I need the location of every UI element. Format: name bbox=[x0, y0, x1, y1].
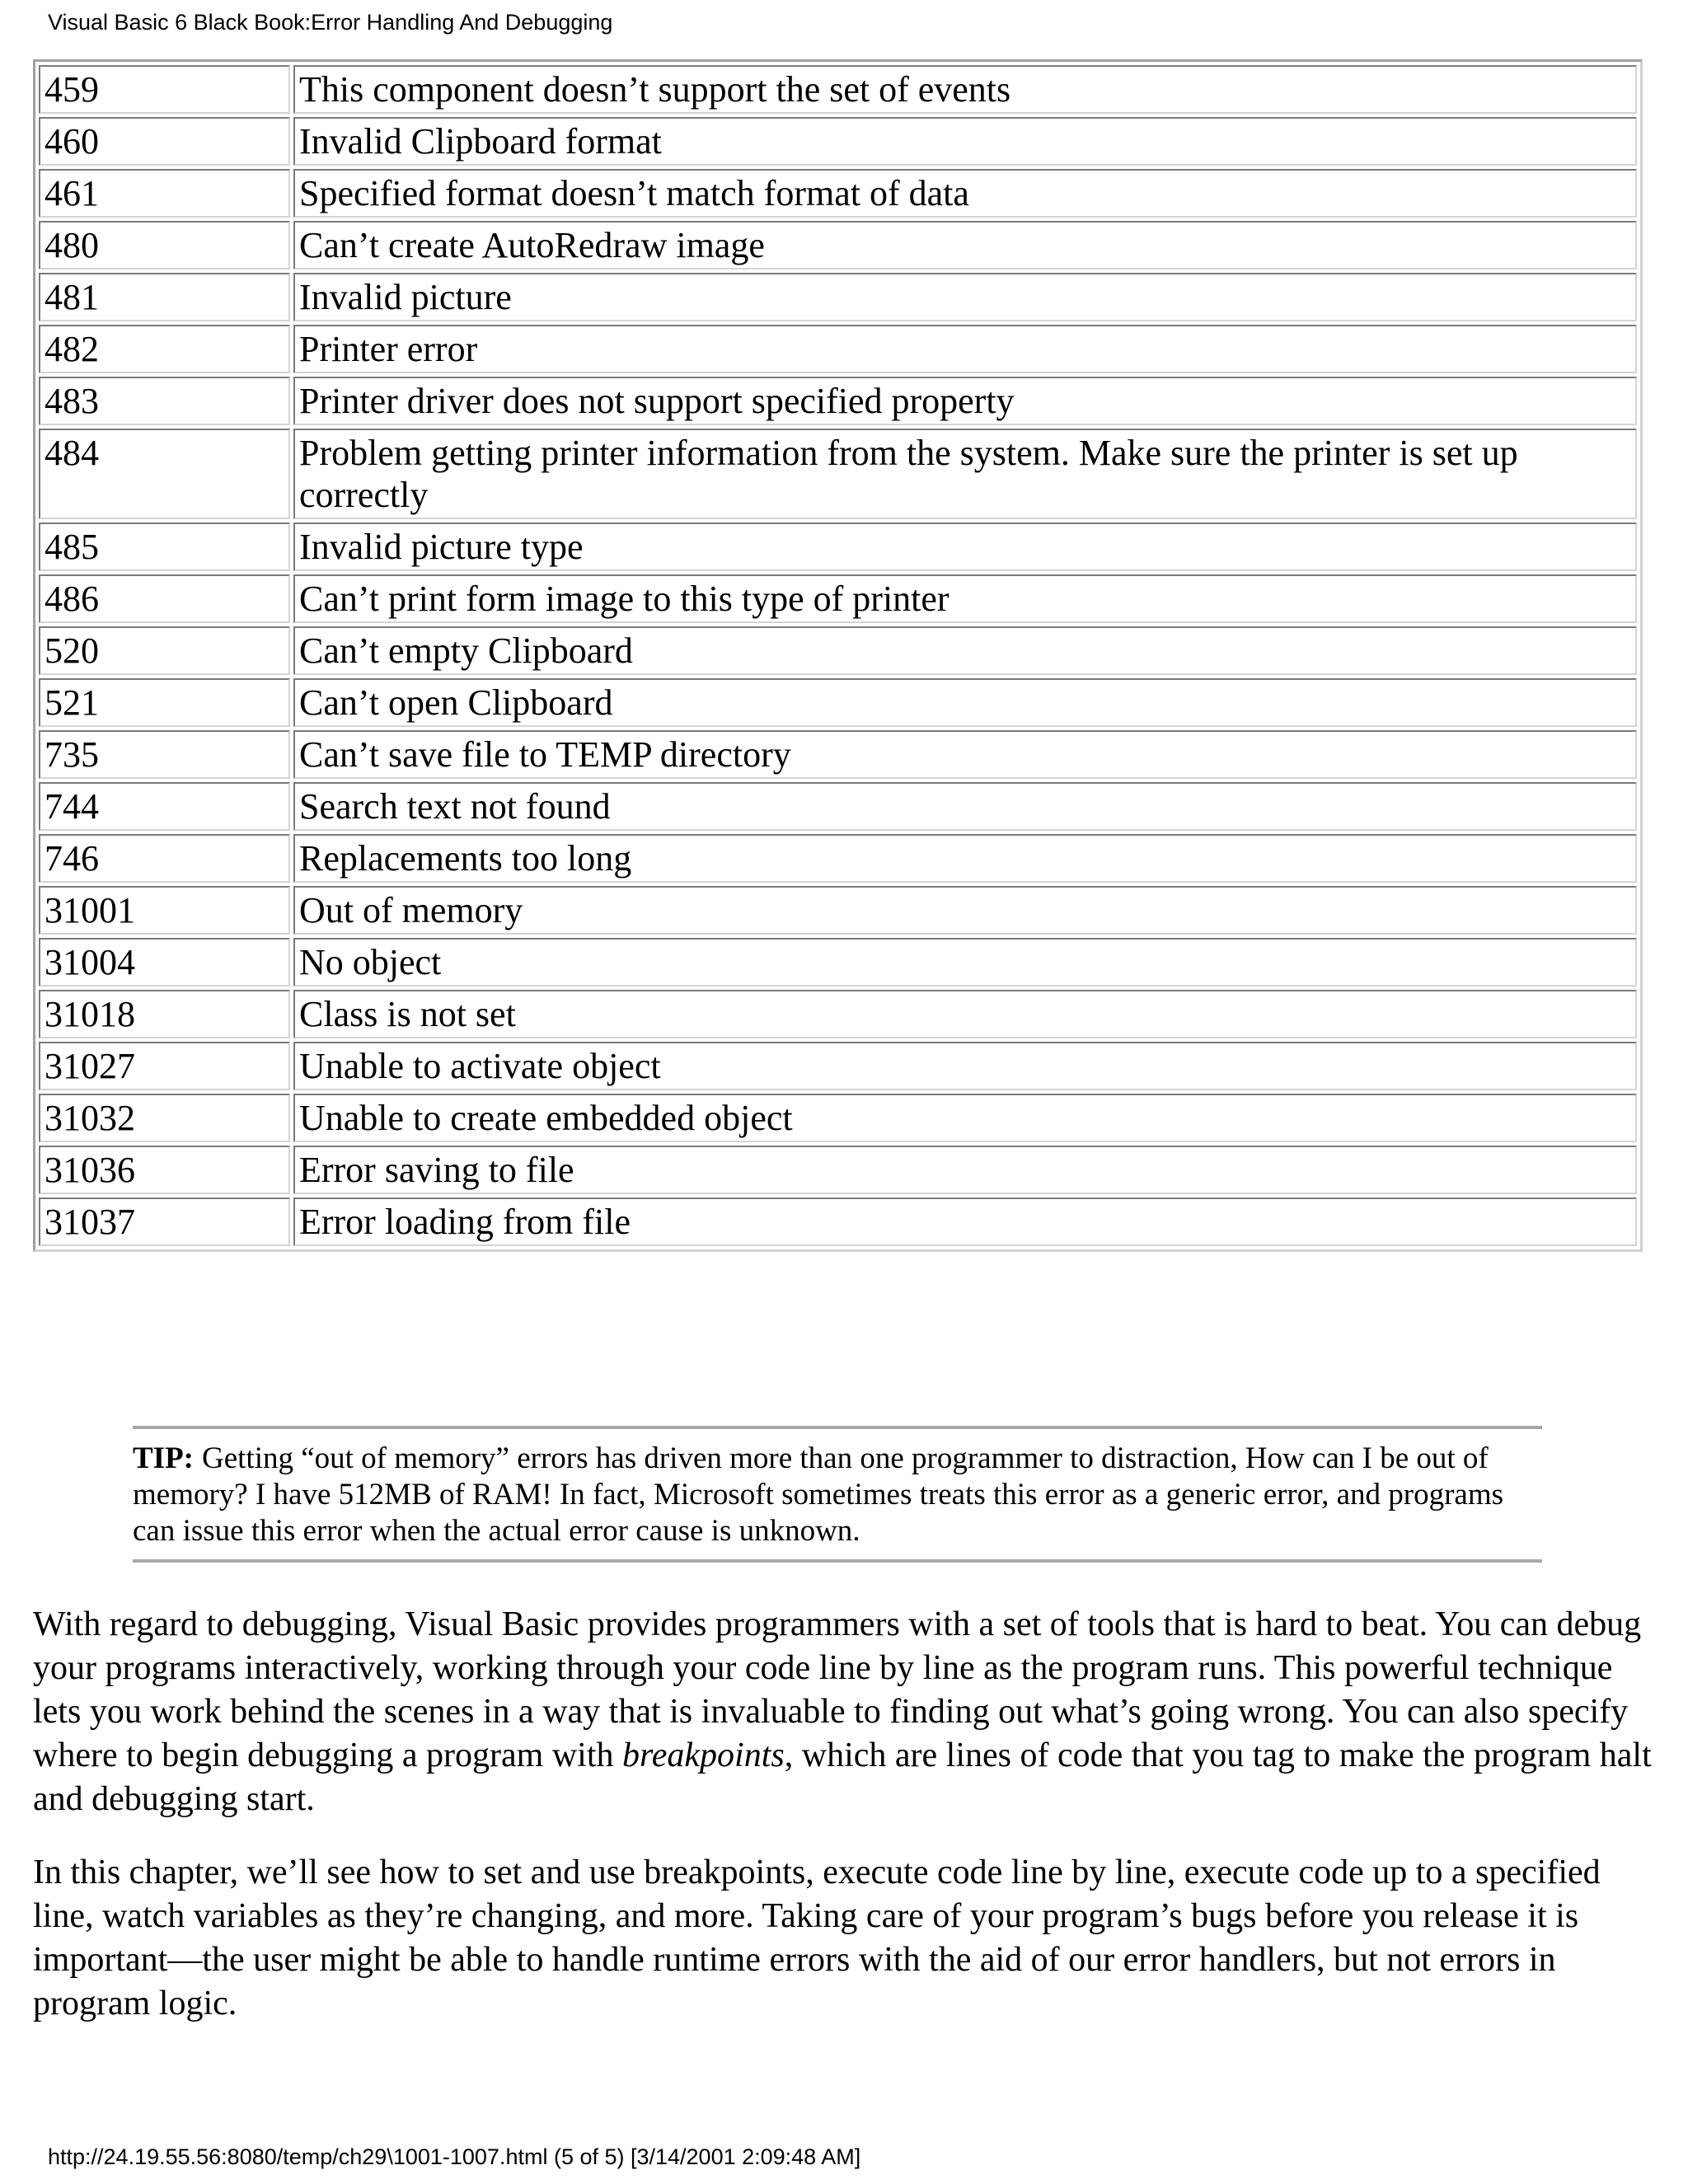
error-description-cell: Can’t save file to TEMP directory bbox=[293, 730, 1637, 779]
error-description-cell: Unable to activate object bbox=[293, 1042, 1637, 1090]
table-row bbox=[39, 169, 1637, 218]
table-row bbox=[39, 574, 1637, 623]
table-row bbox=[39, 1146, 1637, 1194]
table-row bbox=[39, 730, 1637, 779]
paragraph-1-text-after: , which are lines of code that you tag to make the program halt and debugging start. bbox=[33, 1736, 1652, 1818]
error-code-cell: 31001 bbox=[39, 886, 290, 935]
error-code-cell: 461 bbox=[39, 169, 290, 218]
error-code-cell: 31032 bbox=[39, 1094, 290, 1142]
table-row bbox=[39, 221, 1637, 269]
error-code-cell: 31027 bbox=[39, 1042, 290, 1090]
table-row bbox=[39, 782, 1637, 831]
error-description-cell: Can’t create AutoRedraw image bbox=[293, 221, 1637, 269]
error-code-cell: 520 bbox=[39, 626, 290, 675]
error-description-cell: Can’t open Clipboard bbox=[293, 678, 1637, 727]
table-row bbox=[39, 678, 1637, 727]
error-codes-table-body bbox=[39, 65, 1637, 1246]
tip-box bbox=[133, 1426, 1542, 1563]
table-row bbox=[39, 117, 1637, 166]
table-row bbox=[39, 523, 1637, 571]
error-description-cell: No object bbox=[293, 938, 1637, 987]
table-row bbox=[39, 1042, 1637, 1090]
error-description-cell: Class is not set bbox=[293, 990, 1637, 1038]
table-row bbox=[39, 834, 1637, 883]
error-description-cell: Error loading from file bbox=[293, 1197, 1637, 1246]
error-code-cell: 486 bbox=[39, 574, 290, 623]
error-code-cell: 746 bbox=[39, 834, 290, 883]
error-description-cell: Printer error bbox=[293, 325, 1637, 373]
table-row bbox=[39, 429, 1637, 519]
error-description-cell: Unable to create embedded object bbox=[293, 1094, 1637, 1142]
error-description-cell: Search text not found bbox=[293, 782, 1637, 831]
debugging-intro-paragraph bbox=[33, 1603, 1655, 1821]
error-description-cell: Replacements too long bbox=[293, 834, 1637, 883]
error-description-cell: Problem getting printer information from the system. Make sure the printer is set up correctly bbox=[293, 429, 1637, 519]
error-description-cell: Can’t empty Clipboard bbox=[293, 626, 1637, 675]
error-code-cell: 482 bbox=[39, 325, 290, 373]
error-code-cell: 480 bbox=[39, 221, 290, 269]
error-code-cell: 744 bbox=[39, 782, 290, 831]
table-row bbox=[39, 325, 1637, 373]
table-row bbox=[39, 65, 1637, 114]
error-code-cell: 481 bbox=[39, 273, 290, 321]
paragraph-1-emphasis: breakpoints bbox=[621, 1736, 785, 1774]
error-description-cell: Error saving to file bbox=[293, 1146, 1637, 1194]
table-row bbox=[39, 626, 1637, 675]
table-row bbox=[39, 938, 1637, 987]
error-code-cell: 483 bbox=[39, 377, 290, 425]
paragraph-1-text-before: With regard to debugging, Visual Basic provides programmers with a set of tools that is hard to beat. You can debug your programs interactively, working through your code line by line as the program runs. This powerful technique lets you work behind the scenes in a way that is invaluable to finding out what’s going wrong. You can also specify where to begin debugging a program with bbox=[33, 1605, 1642, 1774]
table-row bbox=[39, 1197, 1637, 1246]
error-code-cell: 484 bbox=[39, 429, 290, 519]
page-header-title: Visual Basic 6 Black Book:Error Handling And Debugging bbox=[48, 10, 613, 35]
table-row bbox=[39, 1094, 1637, 1142]
error-description-cell: Invalid picture type bbox=[293, 523, 1637, 571]
error-code-cell: 31004 bbox=[39, 938, 290, 987]
error-code-cell: 31037 bbox=[39, 1197, 290, 1246]
error-description-cell: Printer driver does not support specified property bbox=[293, 377, 1637, 425]
page-footer-url: http://24.19.55.56:8080/temp/ch29\1001-1007.html (5 of 5) [3/14/2001 2:09:48 AM] bbox=[48, 2144, 861, 2169]
error-description-cell: This component doesn’t support the set of events bbox=[293, 65, 1637, 114]
error-code-cell: 485 bbox=[39, 523, 290, 571]
table-row bbox=[39, 273, 1637, 321]
error-description-cell: Out of memory bbox=[293, 886, 1637, 935]
tip-label: TIP: bbox=[133, 1441, 194, 1475]
error-code-cell: 459 bbox=[39, 65, 290, 114]
error-code-cell: 735 bbox=[39, 730, 290, 779]
error-code-cell: 521 bbox=[39, 678, 290, 727]
tip-text: Getting “out of memory” errors has driven more than one programmer to distraction, How can I be out of memory? I have 512MB of RAM! In fact, Microsoft sometimes treats this error as a generic error, and programs can issue this error when the actual error cause is unknown. bbox=[133, 1441, 1504, 1548]
error-description-cell: Invalid Clipboard format bbox=[293, 117, 1637, 166]
error-description-cell: Can’t print form image to this type of printer bbox=[293, 574, 1637, 623]
error-description-cell: Invalid picture bbox=[293, 273, 1637, 321]
error-code-cell: 31018 bbox=[39, 990, 290, 1038]
table-row bbox=[39, 990, 1637, 1038]
error-description-cell: Specified format doesn’t match format of data bbox=[293, 169, 1637, 218]
error-code-cell: 31036 bbox=[39, 1146, 290, 1194]
error-code-cell: 460 bbox=[39, 117, 290, 166]
chapter-overview-paragraph: In this chapter, we’ll see how to set and use breakpoints, execute code line by line, execute code up to a specified line, watch variables as they’re changing, and more. Taking care of your program’s bugs before you release it is important—the user might be able to handle runtime errors with the aid of our error handlers, but not errors in program logic. bbox=[33, 1854, 1601, 2022]
table-row bbox=[39, 377, 1637, 425]
error-codes-table bbox=[33, 59, 1643, 1252]
table-row bbox=[39, 886, 1637, 935]
error-codes-table-container bbox=[33, 59, 1643, 1252]
